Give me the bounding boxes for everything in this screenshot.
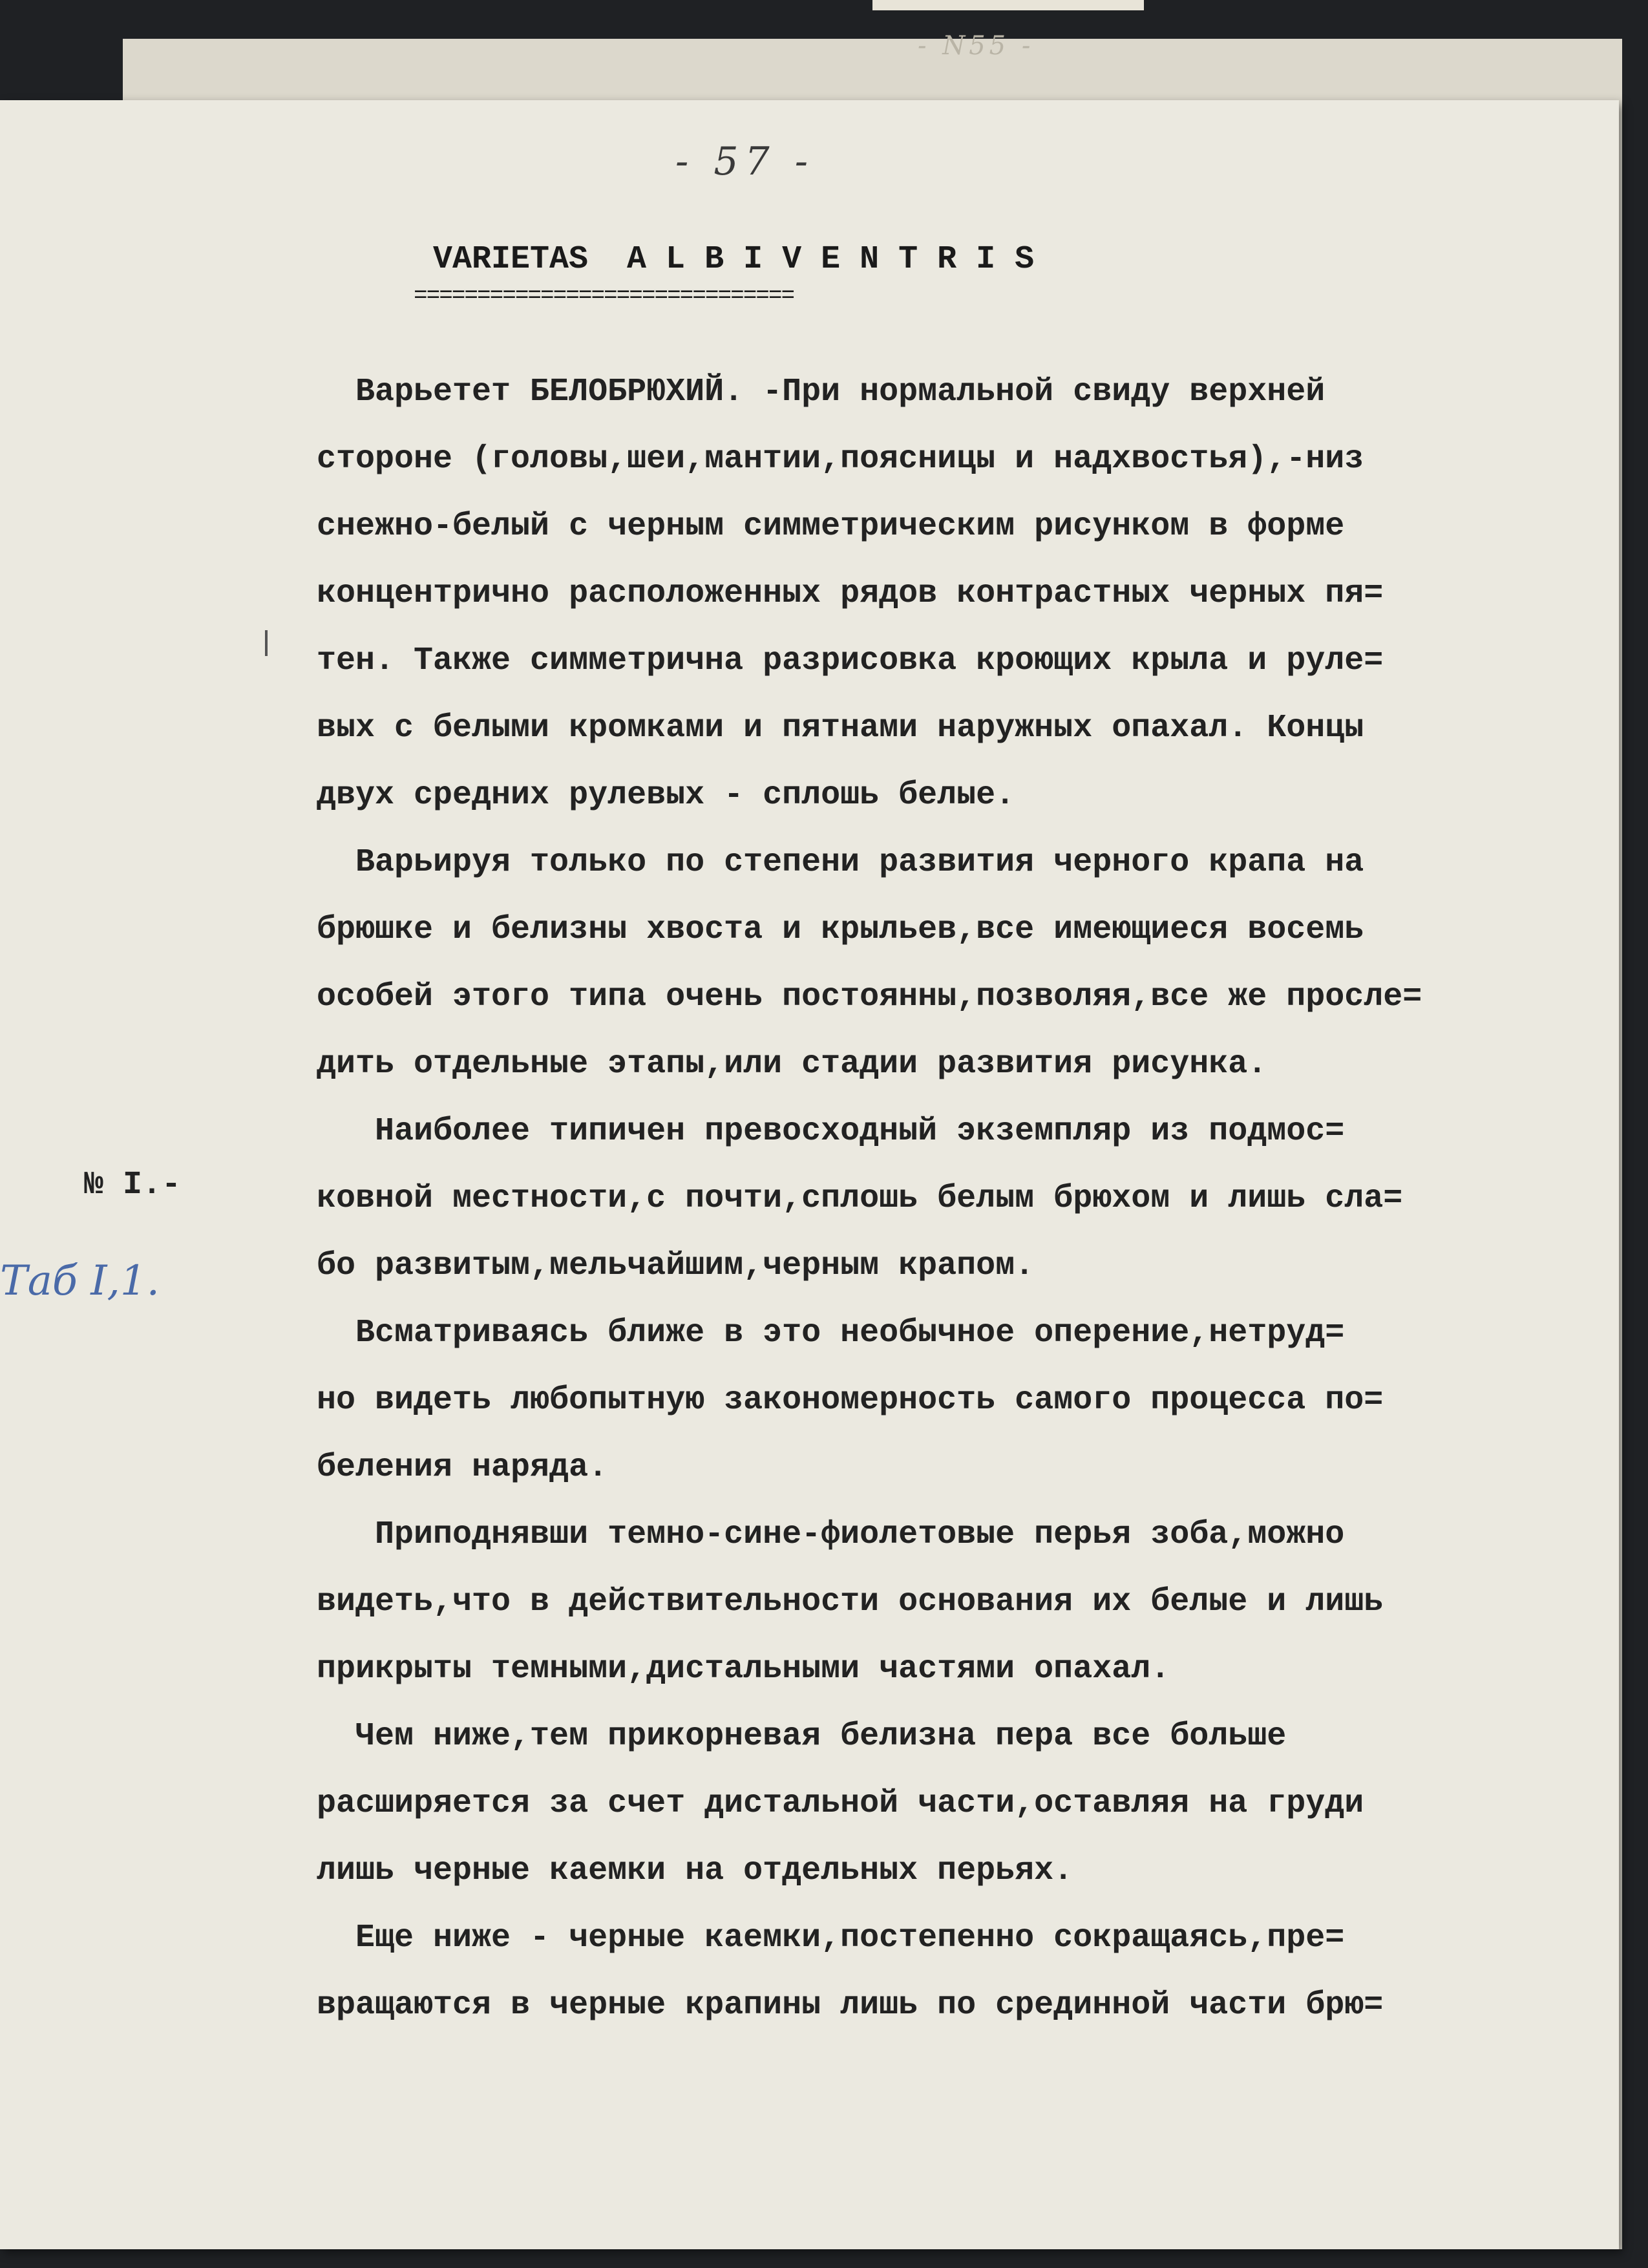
text-line: ковной местности,с почти,сплошь белым брюхом и лишь сла= [317, 1180, 1403, 1217]
typed-page [0, 100, 1619, 2249]
text-line: двух средних рулевых - сплошь белые. [317, 777, 1015, 814]
text-line: брюшке и белизны хвоста и крыльев,все имеющиеся восемь [317, 911, 1364, 948]
title-underline: ============================== [414, 282, 794, 309]
text-line: прикрыты темными,дистальными частями опахал. [317, 1651, 1170, 1688]
page-number: - 57 - [675, 139, 815, 184]
text-line: тен. Также симметрична разрисовка кроющих крыла и руле= [317, 642, 1384, 679]
top-card-edge [872, 0, 1144, 10]
text-line: особей этого типа очень постоянны,позволяя,все же просле= [317, 979, 1422, 1015]
text-line: расширяется за счет дистальной части,оставляя на груди [317, 1785, 1364, 1822]
text-line: Наиболее типичен превосходный экземпляр из подмос= [317, 1113, 1345, 1150]
text-line: вых с белыми кромками и пятнами наружных опахал. Концы [317, 710, 1364, 747]
page-title: VARIETAS A L B I V E N T R I S [433, 241, 1035, 278]
text-line: Варьетет БЕЛОБРЮХИЙ. -При нормальной свиду верхней [317, 374, 1326, 410]
text-line: вращаются в черные крапины лишь по срединной части брю= [317, 1987, 1384, 2024]
text-line: концентрично расположенных рядов контрастных черных пя= [317, 575, 1384, 612]
margin-specimen-ref: № I.- [84, 1167, 182, 1203]
text-line: Чем ниже,тем прикорневая белизна пера все больше [317, 1718, 1287, 1755]
text-line: Еще ниже - черные каемки,постепенно сокращаясь,пре= [317, 1920, 1345, 1956]
text-line: бо развитым,мельчайшим,черным крапом. [317, 1247, 1035, 1284]
text-line: Приподнявши темно-сине-фиолетовые перья зоба,можно [317, 1516, 1345, 1553]
text-line: стороне (головы,шеи,мантии,поясницы и надхвостья),-низ [317, 441, 1364, 478]
text-line: но видеть любопытную закономерность самого процесса по= [317, 1382, 1384, 1419]
text-line: дить отдельные этапы,или стадии развития рисунка. [317, 1046, 1267, 1083]
body-text [317, 359, 1596, 2039]
text-line: видеть,что в действительности основания их белые и лишь [317, 1584, 1384, 1620]
faint-archive-number: - N55 - [918, 31, 1035, 61]
text-line: Всматриваясь ближе в это необычное оперение,нетруд= [317, 1315, 1345, 1351]
text-line: лишь черные каемки на отдельных перьях. [317, 1852, 1073, 1889]
text-line: Варьируя только по степени развития черного крапа на [317, 844, 1364, 881]
pencil-mark [265, 630, 268, 656]
text-line: снежно-белый с черным симметрическим рисунком в форме [317, 508, 1345, 545]
text-line: беления наряда. [317, 1449, 608, 1486]
margin-handwritten-note: Таб I,1. [0, 1257, 160, 1305]
